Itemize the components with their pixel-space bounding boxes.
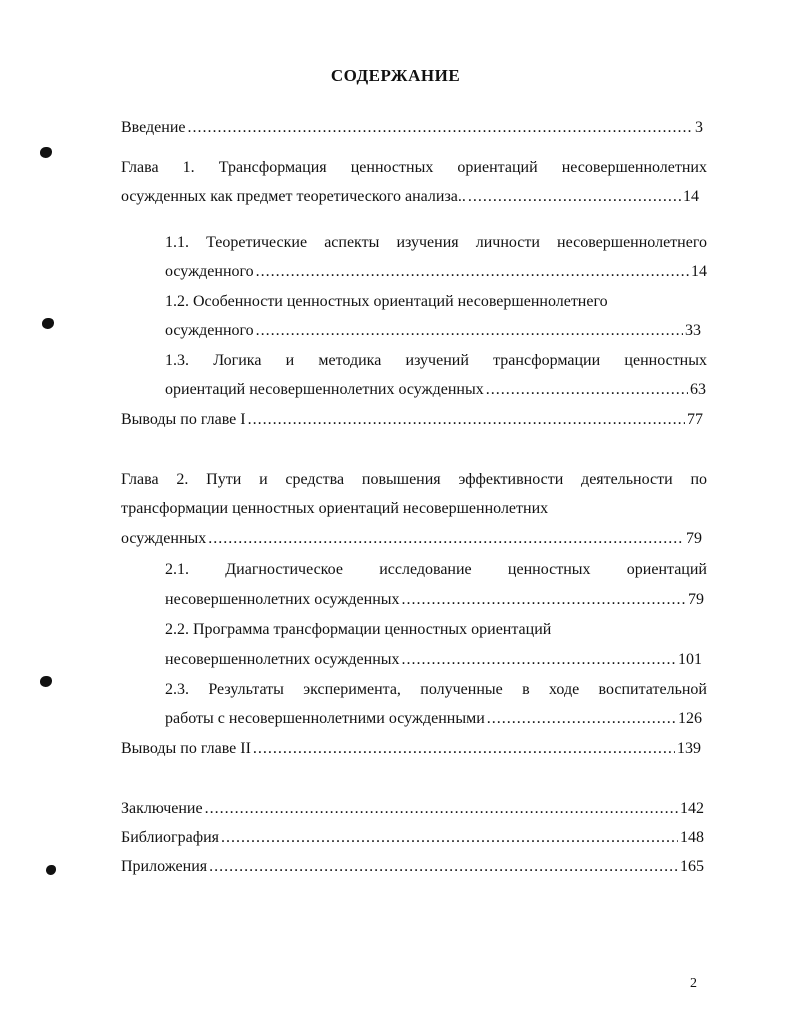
toc-entry-section-2-3 [165,709,702,729]
toc-page: 79 [688,591,704,608]
leader-dots [221,828,678,848]
toc-label: несовершеннолетних осужденных [165,651,400,668]
toc-page: 139 [677,740,701,757]
toc-entry-bibliography [121,828,704,848]
scan-mark [42,318,54,329]
toc-label: осужденного [165,263,254,280]
leader-dots [208,529,684,549]
toc-entry-appendix [121,857,704,877]
toc-entry-section-1-2 [165,321,701,341]
leader-dots [256,262,689,282]
toc-label: Библиография [121,829,219,846]
section-1-2-line-1: 1.2. Особенности ценностных ориентаций несовершеннолетнего [165,293,608,310]
leader-dots [486,380,688,400]
section-1-1-line-1: 1.1. Теоретические аспекты изучения личности несовершеннолетнего [165,234,707,251]
toc-entry-conclusion [121,799,704,819]
chapter-1-title-line-1: Глава 1. Трансформация ценностных ориентаций несовершеннолетних [121,159,707,176]
chapter-2-title-line-1: Глава 2. Пути и средства повышения эффективности деятельности по [121,471,707,488]
leader-dots [487,709,676,729]
section-2-2-line-1: 2.2. Программа трансформации ценностных ориентаций [165,621,552,638]
toc-page: 14 [691,263,707,280]
leader-dots [402,650,676,670]
toc-label: осужденных [121,530,207,547]
page-title: СОДЕРЖАНИЕ [330,66,461,85]
toc-label: Выводы по главе II [121,740,251,757]
toc-page: 3 [695,119,703,136]
toc-entry-chapter-1-conclusions [121,410,703,430]
toc-label: работы с несовершеннолетними осужденными [165,710,485,727]
toc-entry-chapter-1 [121,187,699,207]
section-2-1-line-1: 2.1. Диагностическое исследование ценностных ориентаций [165,561,707,578]
page-number: 2 [690,976,697,991]
leader-dots [468,187,681,207]
toc-page: 14 [683,188,699,205]
toc-entry-intro [121,118,703,138]
section-1-3-line-1: 1.3. Логика и методика изучений трансформации ценностных [165,352,707,369]
toc-page: 142 [680,800,704,817]
toc-entry-chapter-2-conclusions [121,739,701,759]
toc-label: осужденного [165,322,254,339]
toc-page: 101 [678,651,702,668]
toc-label: Выводы по главе I [121,411,246,428]
toc-entry-section-1-3 [165,380,706,400]
chapter-2-title-line-2: трансформации ценностных ориентаций несовершеннолетних [121,500,549,517]
toc-entry-section-1-1 [165,262,707,282]
toc-page: 148 [680,829,704,846]
toc-page: 63 [690,381,706,398]
toc-entry-section-2-2 [165,650,702,670]
leader-dots [402,590,686,610]
toc-label: ориентаций несовершеннолетних осужденных [165,381,484,398]
toc-page: 165 [680,858,704,875]
scan-mark [46,865,56,875]
toc-label: Заключение [121,800,203,817]
leader-dots [253,739,675,759]
leader-dots [248,410,685,430]
leader-dots [188,118,694,138]
toc-label: несовершеннолетних осужденных [165,591,400,608]
toc-entry-section-2-1 [165,590,704,610]
leader-dots [256,321,683,341]
toc-page: 79 [686,530,702,547]
section-2-3-line-1: 2.3. Результаты эксперимента, полученные в ходе воспитательной [165,681,707,698]
leader-dots [205,799,678,819]
toc-page: 77 [687,411,703,428]
toc-page: 33 [685,322,701,339]
toc-label: Введение [121,119,186,136]
scan-mark [40,676,52,687]
toc-label: Приложения [121,858,208,875]
toc-entry-chapter-2 [121,529,702,549]
toc-label: осужденных как предмет теоретического анализа.. [121,188,466,205]
scan-mark [40,147,52,158]
toc-page: 126 [678,710,702,727]
leader-dots [209,857,678,877]
